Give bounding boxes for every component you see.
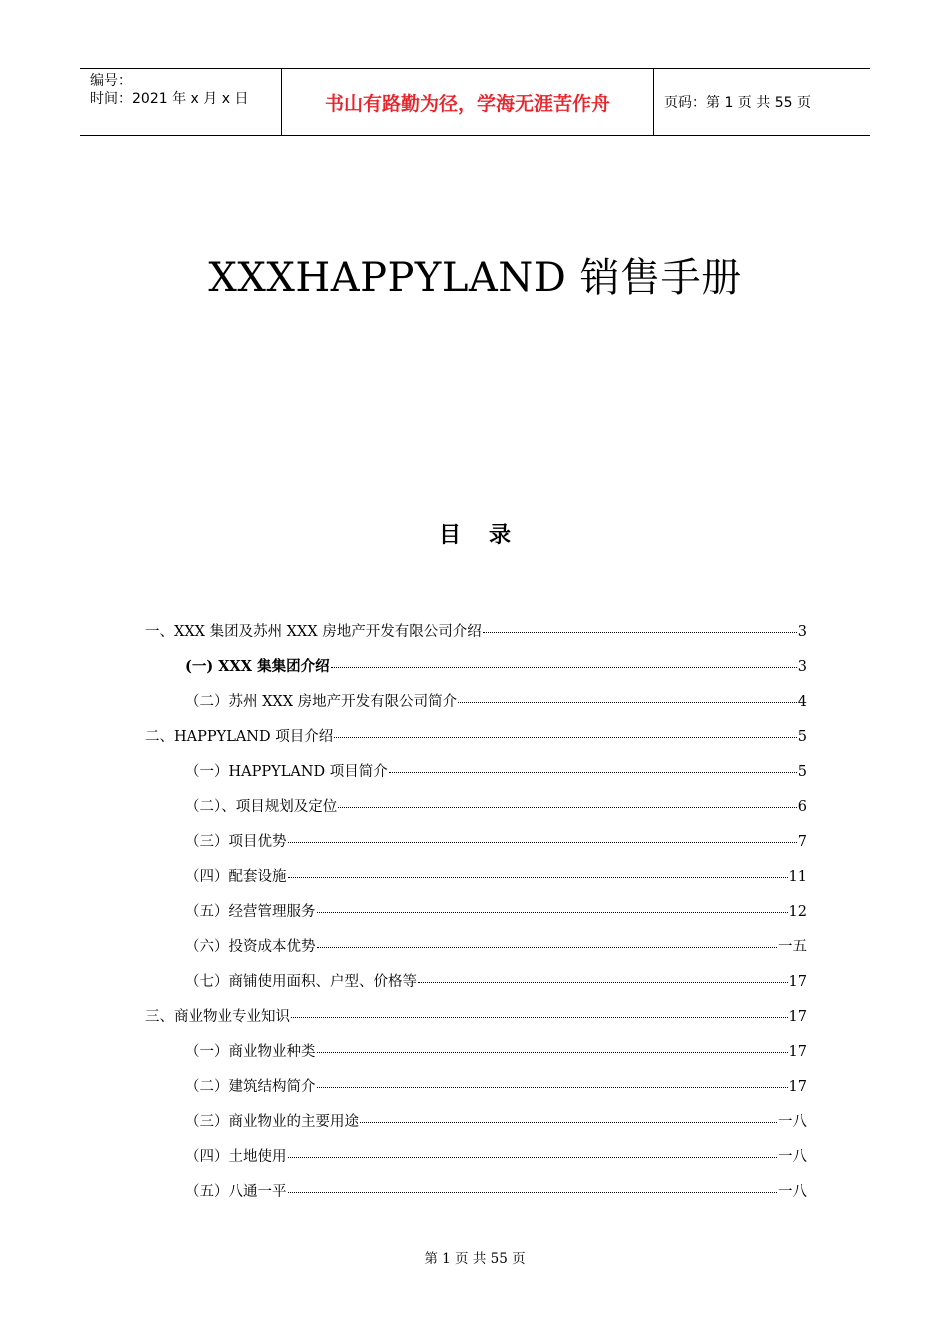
toc-entry[interactable] xyxy=(145,690,807,725)
toc-leader xyxy=(288,1157,778,1158)
toc-leader xyxy=(317,912,788,913)
toc-entry-text: （七）商铺使用面积、户型、价格等 xyxy=(185,974,417,990)
toc-entry[interactable] xyxy=(145,795,807,830)
toc-leader xyxy=(288,842,797,843)
toc-entry[interactable] xyxy=(145,1075,807,1110)
toc-entry[interactable] xyxy=(145,935,807,970)
toc-entry-text: 一、XXX 集团及苏州 XXX 房地产开发有限公司介绍 xyxy=(145,624,482,640)
page-header xyxy=(80,68,870,136)
toc-entry-text: （四）配套设施 xyxy=(185,869,287,885)
toc-entry-text: 三、商业物业专业知识 xyxy=(145,1009,290,1025)
toc-entry-page: 17 xyxy=(788,1044,807,1060)
toc-leader xyxy=(331,667,797,668)
toc-entry-text: （一）商业物业种类 xyxy=(185,1044,316,1060)
toc-entry[interactable] xyxy=(145,830,807,865)
toc-entry-page: 12 xyxy=(788,904,807,920)
toc-leader xyxy=(418,982,788,983)
toc-entry[interactable] xyxy=(145,1005,807,1040)
toc-entry[interactable] xyxy=(145,1110,807,1145)
toc-entry-page: 一八 xyxy=(778,1184,807,1200)
toc-entry[interactable] xyxy=(145,620,807,655)
toc-leader xyxy=(360,1122,777,1123)
toc-leader xyxy=(288,877,788,878)
toc-entry-page: 6 xyxy=(797,799,807,815)
toc-leader xyxy=(317,1087,788,1088)
document-title: XXXHAPPYLAND 销售手册 xyxy=(208,255,742,301)
header-motto: 书山有路勤为径，学海无涯苦作舟 xyxy=(282,69,654,135)
toc-entry[interactable] xyxy=(145,1040,807,1075)
header-page-info: 页码：第 1 页 共 55 页 xyxy=(664,95,811,111)
toc-leader xyxy=(334,737,797,738)
toc-entry-text: （五）八通一平 xyxy=(185,1184,287,1200)
toc-entry-page: 17 xyxy=(788,1079,807,1095)
toc-entry[interactable] xyxy=(145,725,807,760)
toc-entry-page: 17 xyxy=(788,974,807,990)
toc-leader xyxy=(288,1192,778,1193)
toc-entry-page: 一八 xyxy=(778,1114,807,1130)
toc-entry[interactable] xyxy=(145,900,807,935)
toc-entry-text: （二）苏州 XXX 房地产开发有限公司简介 xyxy=(185,694,458,710)
toc-entry[interactable] xyxy=(145,865,807,900)
header-meta xyxy=(80,69,282,135)
table-of-contents xyxy=(145,620,807,1215)
toc-entry-text: （二）建筑结构简介 xyxy=(185,1079,316,1095)
toc-entry-page: 一八 xyxy=(778,1149,807,1165)
toc-entry-text: （五）经营管理服务 xyxy=(185,904,316,920)
toc-entry-page: 17 xyxy=(788,1009,807,1025)
toc-entry-text: （六）投资成本优势 xyxy=(185,939,316,955)
page-footer: 第 1 页 共 55 页 xyxy=(424,1251,526,1267)
toc-entry-page: 一五 xyxy=(778,939,807,955)
toc-entry-text: （一）HAPPYLAND 项目简介 xyxy=(185,764,388,780)
toc-entry-text: (一) XXX 集集团介绍 xyxy=(185,658,330,675)
toc-entry[interactable] xyxy=(145,760,807,795)
toc-leader xyxy=(458,702,797,703)
toc-entry[interactable] xyxy=(145,655,807,690)
toc-entry-text: 二、HAPPYLAND 项目介绍 xyxy=(145,729,334,745)
toc-entry-page: 5 xyxy=(797,764,807,780)
toc-entry-page: 5 xyxy=(797,729,807,745)
time-label: 时间：2021 年 x 月 x 日 xyxy=(90,91,249,107)
toc-leader xyxy=(389,772,797,773)
toc-leader xyxy=(291,1017,788,1018)
toc-entry-text: （三）项目优势 xyxy=(185,834,287,850)
toc-leader xyxy=(338,807,797,808)
toc-heading: 目录 xyxy=(438,523,539,548)
toc-leader xyxy=(483,632,797,633)
toc-entry-text: （四）土地使用 xyxy=(185,1149,287,1165)
toc-leader xyxy=(317,1052,788,1053)
toc-leader xyxy=(317,947,778,948)
toc-entry-page: 4 xyxy=(797,694,807,710)
toc-entry[interactable] xyxy=(145,970,807,1005)
toc-entry[interactable] xyxy=(145,1145,807,1180)
toc-entry[interactable] xyxy=(145,1180,807,1215)
toc-entry-text: （三）商业物业的主要用途 xyxy=(185,1114,359,1130)
toc-entry-text: （二）、项目规划及定位 xyxy=(185,799,338,815)
toc-entry-page: 7 xyxy=(797,834,807,850)
toc-entry-page: 11 xyxy=(788,869,807,885)
toc-entry-page: 3 xyxy=(797,659,807,675)
number-label: 编号： xyxy=(90,73,132,89)
toc-entry-page: 3 xyxy=(797,624,807,640)
